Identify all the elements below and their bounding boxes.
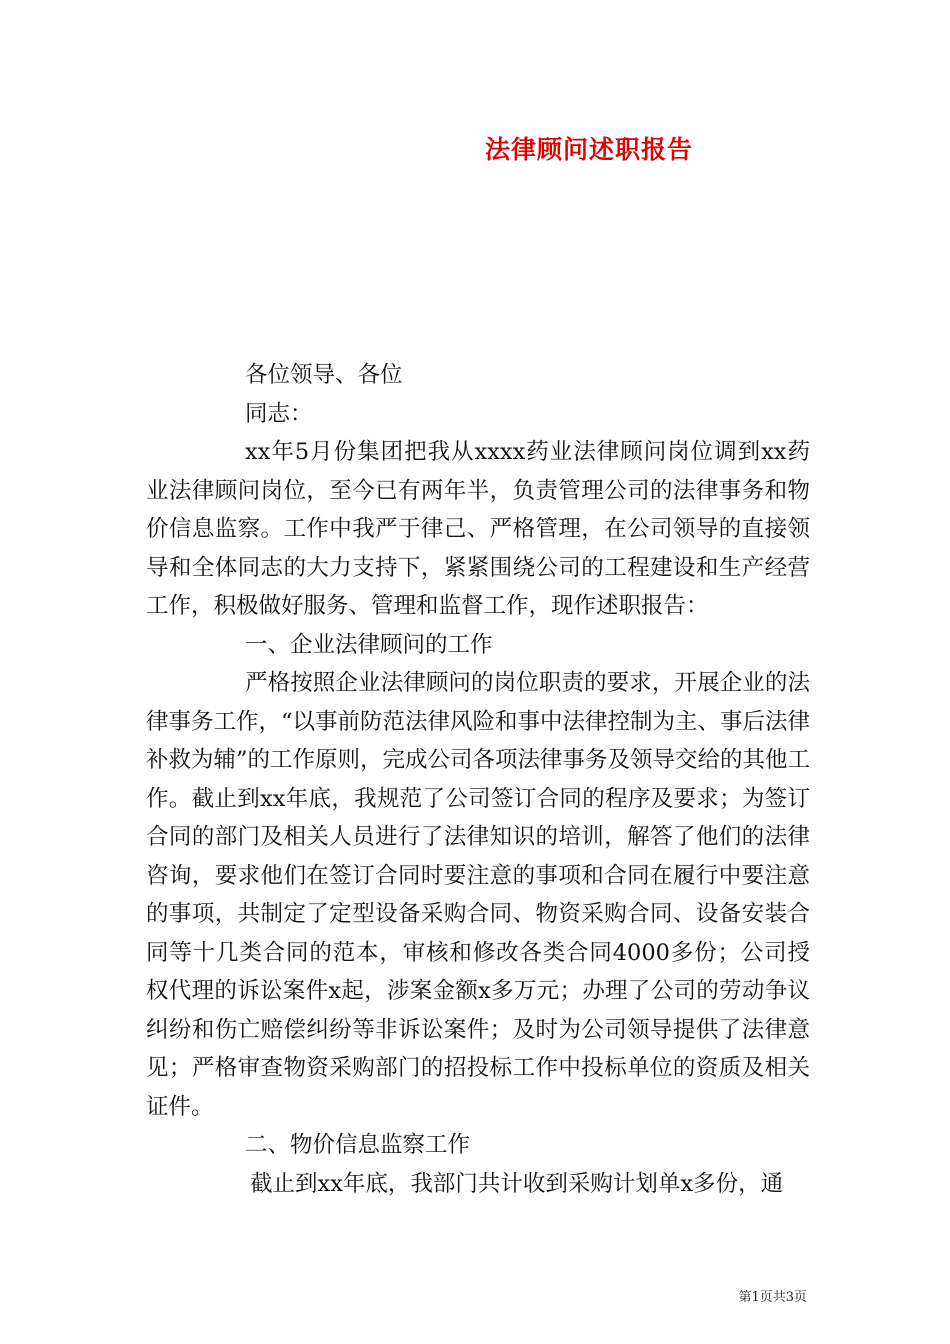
section-heading-1: 一、企业法律顾问的工作 <box>245 631 493 658</box>
section-2-paragraph: 截止到xx年底，我部门共计收到采购计划单x多份，通 <box>250 1170 784 1197</box>
document-body <box>146 356 810 1203</box>
document-title: 法律顾问述职报告 <box>484 135 693 164</box>
section-heading-2: 二、物价信息监察工作 <box>245 1132 471 1158</box>
salutation-line-1: 各位领导、各位 <box>245 362 403 388</box>
page-number: 第1页共3页 <box>738 1290 807 1305</box>
salutation-line-2: 同志： <box>245 400 313 427</box>
section-1-paragraph: 严格按照企业法律顾问的岗位职责的要求，开展企业的法律事务工作，“以事前防范法律风险和事中法律控制为主、事后法律补救为辅”的工作原则，完成公司各项法律事务及领导交给的其他工作。截止到xx年底，我规范了公司签订合同的程序及要求；为签订合同的部门及相关人员进行了法律知识的培训，解答了他们的法律咨询，要求他们在签订合同时要注意的事项和合同在履行中要注意的事项，共制定了定型设备采购合同、物资采购合同、设备安装合同等十几类合同的范本，审核和修改各类合同4000多份；公司授权代理的诉讼案件x起，涉案金额x多万元；办理了公司的劳动争议纠纷和伤亡赔偿纠纷等非诉讼案件；及时为公司领导提供了法律意见；严格审查物资采购部门的招投标工作中投标单位的资质及相关证件。 <box>146 670 811 1120</box>
intro-paragraph: xx年5月份集团把我从xxxx药业法律顾问岗位调到xx药业法律顾问岗位，至今已有两年半，负责管理公司的法律事务和物价信息监察。工作中我严于律己、严格管理，在公司领导的直接领导和全体同志的大力支持下，紧紧围绕公司的工程建设和生产经营工作，积极做好服务、管理和监督工作，现作述职报告： <box>146 439 810 619</box>
